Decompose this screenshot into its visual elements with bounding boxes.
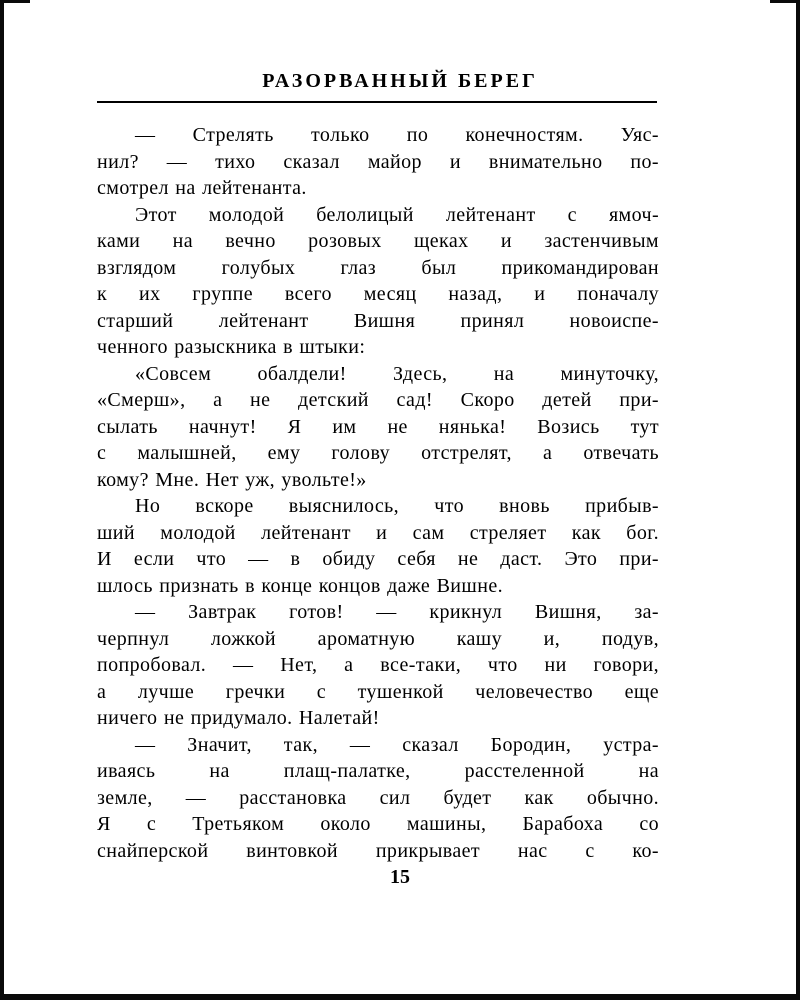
scan-edge-left	[0, 0, 4, 1000]
text-line: попробовал. — Нет, а все-таки, что ни говори,	[97, 654, 659, 676]
text-line: взглядом голубых глаз был прикомандирован	[97, 256, 659, 279]
paragraph	[97, 732, 659, 865]
text-line: Я с Третьяком около машины, Барабоха со	[97, 813, 659, 835]
text-block	[97, 122, 659, 864]
paragraph	[97, 202, 659, 361]
text-line: Но вскоре выяснилось, что вновь прибыв-	[135, 495, 659, 517]
text-line: «Смерш», а не детский сад! Скоро детей при-	[97, 389, 659, 411]
text-line: к их группе всего месяц назад, и поначалу	[97, 283, 659, 305]
paragraph	[97, 122, 659, 202]
header-rule	[97, 101, 657, 103]
text-line: черпнул ложкой ароматную кашу и, подув,	[97, 627, 659, 650]
text-line: иваясь на плащ-палатке, расстеленной на	[97, 760, 659, 782]
text-line: — Стрелять только по конечностям. Уяс-	[135, 124, 659, 146]
text-line: «Совсем обалдели! Здесь, на минуточку,	[135, 362, 659, 385]
text-line: кому? Мне. Нет уж, увольте!»	[97, 468, 367, 491]
text-line: ший молодой лейтенант и сам стреляет как бог.	[97, 521, 659, 544]
text-line: ничего не придумало. Налетай!	[97, 707, 380, 729]
text-line: — Значит, так, — сказал Бородин, устра-	[135, 733, 659, 756]
text-line: снайперской винтовкой прикрывает нас с ко-	[97, 839, 659, 862]
scan-edge-bottom	[0, 994, 800, 1000]
running-title: РАЗОРВАННЫЙ БЕРЕГ	[262, 70, 538, 92]
paragraph	[97, 493, 659, 599]
scan-edge-top-right	[770, 0, 800, 3]
text-line: Этот молодой белолицый лейтенант с ямоч-	[135, 203, 659, 226]
text-line: старший лейтенант Вишня принял новоиспе-	[97, 309, 659, 332]
text-line: ками на вечно розовых щеках и застенчивым	[97, 230, 659, 252]
text-line: сылать начнут! Я им не нянька! Возись тут	[97, 415, 659, 438]
text-line: — Завтрак готов! — крикнул Вишня, за-	[135, 601, 659, 623]
text-line: с малышней, ему голову отстрелят, а отвечать	[97, 442, 659, 464]
scan-edge-top-left	[0, 0, 30, 3]
text-line: нил? — тихо сказал майор и внимательно по-	[97, 150, 659, 173]
text-line: ченного разыскника в штыки:	[97, 336, 366, 358]
text-line: смотрел на лейтенанта.	[97, 177, 307, 199]
paragraph	[97, 599, 659, 732]
paragraph	[97, 361, 659, 494]
page-number: 15	[390, 866, 410, 888]
text-line: шлось признать в конце концов даже Вишне.	[97, 574, 503, 597]
text-line: И если что — в обиду себя не даст. Это при-	[97, 548, 659, 570]
text-line: а лучше гречки с тушенкой человечество еще	[97, 680, 659, 703]
text-line: земле, — расстановка сил будет как обычно.	[97, 786, 659, 809]
scan-edge-right	[796, 0, 800, 1000]
